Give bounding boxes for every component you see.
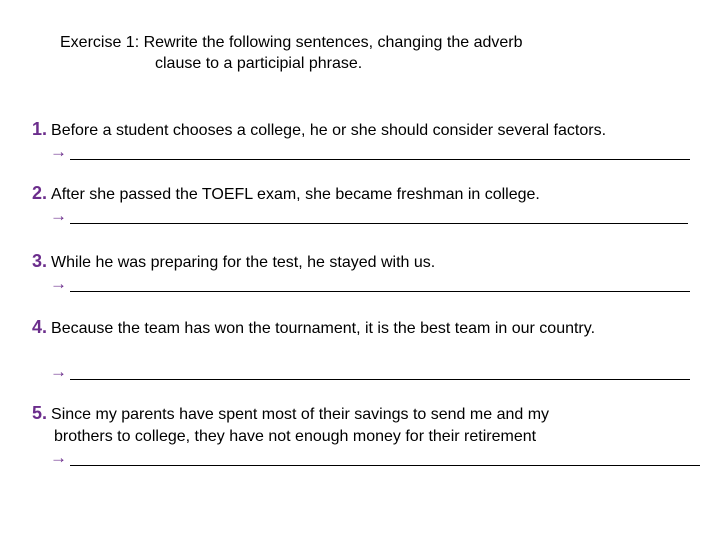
exercise-item-4 (32, 316, 720, 381)
question-text: While he was preparing for the test, he stayed with us. (51, 254, 436, 271)
exercise-title (60, 32, 522, 74)
answer-line[interactable] (50, 206, 68, 226)
answer-blank[interactable] (70, 159, 690, 160)
arrow-icon: → (50, 142, 67, 161)
answer-line[interactable] (50, 274, 68, 294)
question-text-line-2: brothers to college, they have not enough money for their retirement (54, 428, 537, 445)
question-number: 5. (32, 403, 48, 423)
exercise-item-5 (32, 402, 720, 467)
question-text: Before a student chooses a college, he or she should consider several factors. (51, 122, 607, 139)
arrow-icon: → (50, 274, 67, 293)
question-text-line-1: Since my parents have spent most of their savings to send me and my (51, 406, 550, 423)
answer-line[interactable] (50, 448, 68, 468)
question-text: Because the team has won the tournament, it is the best team in our country. (51, 320, 596, 337)
exercise-title-line-1: Exercise 1: Rewrite the following sentences, changing the adverb (60, 34, 523, 51)
exercise-title-line-2: clause to a participial phrase. (155, 55, 363, 72)
arrow-icon: → (50, 362, 67, 381)
answer-line[interactable] (50, 362, 68, 382)
question-sentence (32, 402, 720, 448)
question-sentence (32, 182, 720, 206)
question-number: 4. (32, 317, 48, 337)
exercise-item-3 (32, 250, 720, 293)
answer-blank[interactable] (70, 379, 690, 380)
answer-blank[interactable] (70, 223, 688, 224)
question-sentence (32, 118, 720, 142)
answer-blank[interactable] (70, 465, 700, 466)
question-number: 3. (32, 251, 48, 271)
question-number: 1. (32, 119, 48, 139)
question-sentence (32, 250, 720, 274)
exercise-item-1 (32, 118, 720, 161)
question-sentence (32, 316, 720, 340)
question-number: 2. (32, 183, 48, 203)
arrow-icon: → (50, 206, 67, 225)
question-text: After she passed the TOEFL exam, she became freshman in college. (51, 186, 540, 203)
answer-line[interactable] (50, 142, 68, 162)
arrow-icon: → (50, 448, 67, 467)
answer-blank[interactable] (70, 291, 690, 292)
exercise-item-2 (32, 182, 720, 225)
